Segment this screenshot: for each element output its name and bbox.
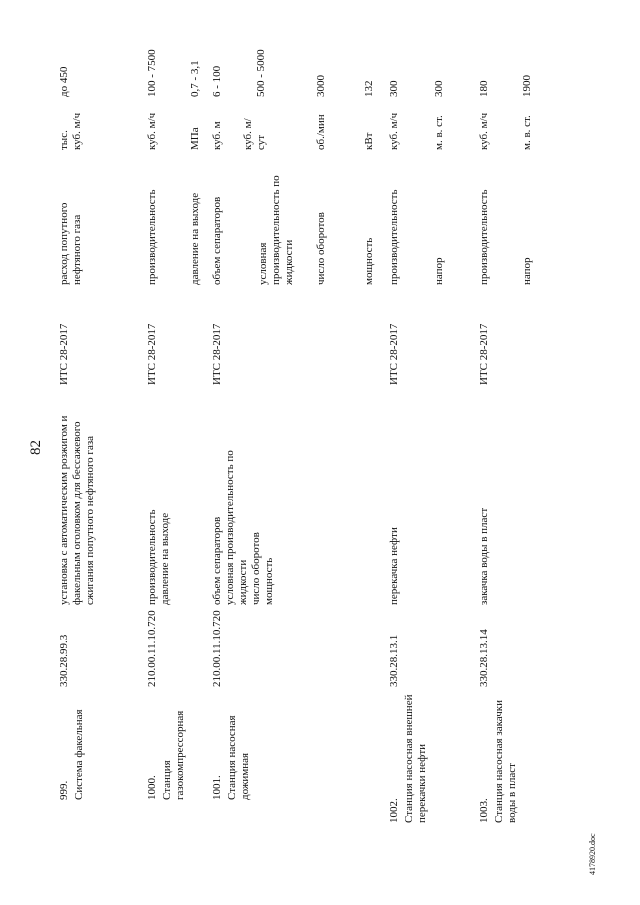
param-name: напор — [521, 257, 533, 285]
purpose-line: число оборотов — [250, 532, 262, 605]
param-unit: куб. м — [211, 121, 223, 150]
param-unit: тыс. куб. м/ч — [58, 112, 83, 150]
row-number: 1002. — [388, 798, 400, 823]
okpd-code: 330.28.99.3 — [58, 634, 70, 687]
its-reference: ИТС 28-2017 — [146, 323, 158, 385]
purpose-line: мощность — [263, 557, 275, 605]
row-number: 1001. — [211, 775, 223, 800]
equipment-name: Станция газокомпрессорная — [161, 710, 186, 800]
its-reference: ИТС 28-2017 — [58, 323, 70, 385]
param-unit: куб. м/ч — [478, 112, 490, 150]
param-value: 0,7 - 3,1 — [189, 60, 201, 97]
purpose-line: производительность — [146, 509, 158, 605]
row-number: 1003. — [478, 798, 490, 823]
purpose-line: условная производительность по жидкости — [224, 450, 249, 605]
param-name: производительность — [478, 189, 490, 285]
its-reference: ИТС 28-2017 — [388, 323, 400, 385]
param-unit: м. в. ст. — [521, 115, 533, 150]
param-name: производительность — [146, 189, 158, 285]
param-name: объем сепараторов — [211, 196, 223, 285]
okpd-code: 330.28.13.14 — [478, 629, 490, 687]
purpose-text: установка с автоматическим розжигом и факельным оголовком для бессажевого сжигания попутного нефтяного газа — [58, 415, 96, 605]
param-value: до 450 — [58, 66, 70, 97]
equipment-name: Система факельная — [73, 709, 85, 800]
purpose-text: закачка воды в пласт — [478, 507, 490, 605]
param-name: производительность — [388, 189, 400, 285]
param-name: расход попутного нефтяного газа — [58, 202, 83, 285]
param-unit: об./мин — [315, 114, 327, 150]
param-unit: куб. м/сут — [242, 118, 267, 150]
okpd-code: 210.00.11.10.720 — [211, 610, 223, 687]
equipment-name: Станция насосная закачки воды в пласт — [493, 700, 518, 823]
page-number: 82 — [28, 440, 44, 455]
okpd-code: 330.28.13.1 — [388, 634, 400, 687]
param-name: условная производительность по жидкости — [257, 175, 295, 285]
param-unit: куб. м/ч — [388, 112, 400, 150]
purpose-line: давление на выходе — [159, 512, 171, 605]
param-unit: м. в. ст. — [433, 115, 445, 150]
okpd-code: 210.00.11.10.720 — [146, 610, 158, 687]
param-value: 300 — [433, 80, 445, 97]
footer-filename: 4178920.doc — [588, 833, 597, 875]
param-name: мощность — [363, 237, 375, 285]
purpose-text: перекачка нефти — [388, 527, 400, 605]
param-value: 100 - 7500 — [146, 49, 158, 97]
equipment-name: Станция насосная внешней перекачки нефти — [403, 694, 428, 823]
param-name: напор — [433, 257, 445, 285]
param-name: число оборотов — [315, 212, 327, 285]
its-reference: ИТС 28-2017 — [478, 323, 490, 385]
param-unit: кВт — [363, 132, 375, 150]
row-number: 999. — [58, 780, 70, 800]
equipment-name: Станция насосная дожимная — [226, 715, 251, 800]
param-value: 1900 — [521, 75, 533, 97]
param-unit: куб. м/ч — [146, 112, 158, 150]
param-unit: МПа — [189, 127, 201, 150]
purpose-line: объем сепараторов — [211, 516, 223, 605]
param-value: 180 — [478, 80, 490, 97]
its-reference: ИТС 28-2017 — [211, 323, 223, 385]
param-value: 500 - 5000 — [255, 49, 267, 97]
param-value: 3000 — [315, 75, 327, 97]
param-value: 6 - 100 — [211, 65, 223, 97]
param-value: 132 — [363, 80, 375, 97]
param-name: давление на выходе — [189, 192, 201, 285]
param-value: 300 — [388, 80, 400, 97]
row-number: 1000. — [146, 775, 158, 800]
